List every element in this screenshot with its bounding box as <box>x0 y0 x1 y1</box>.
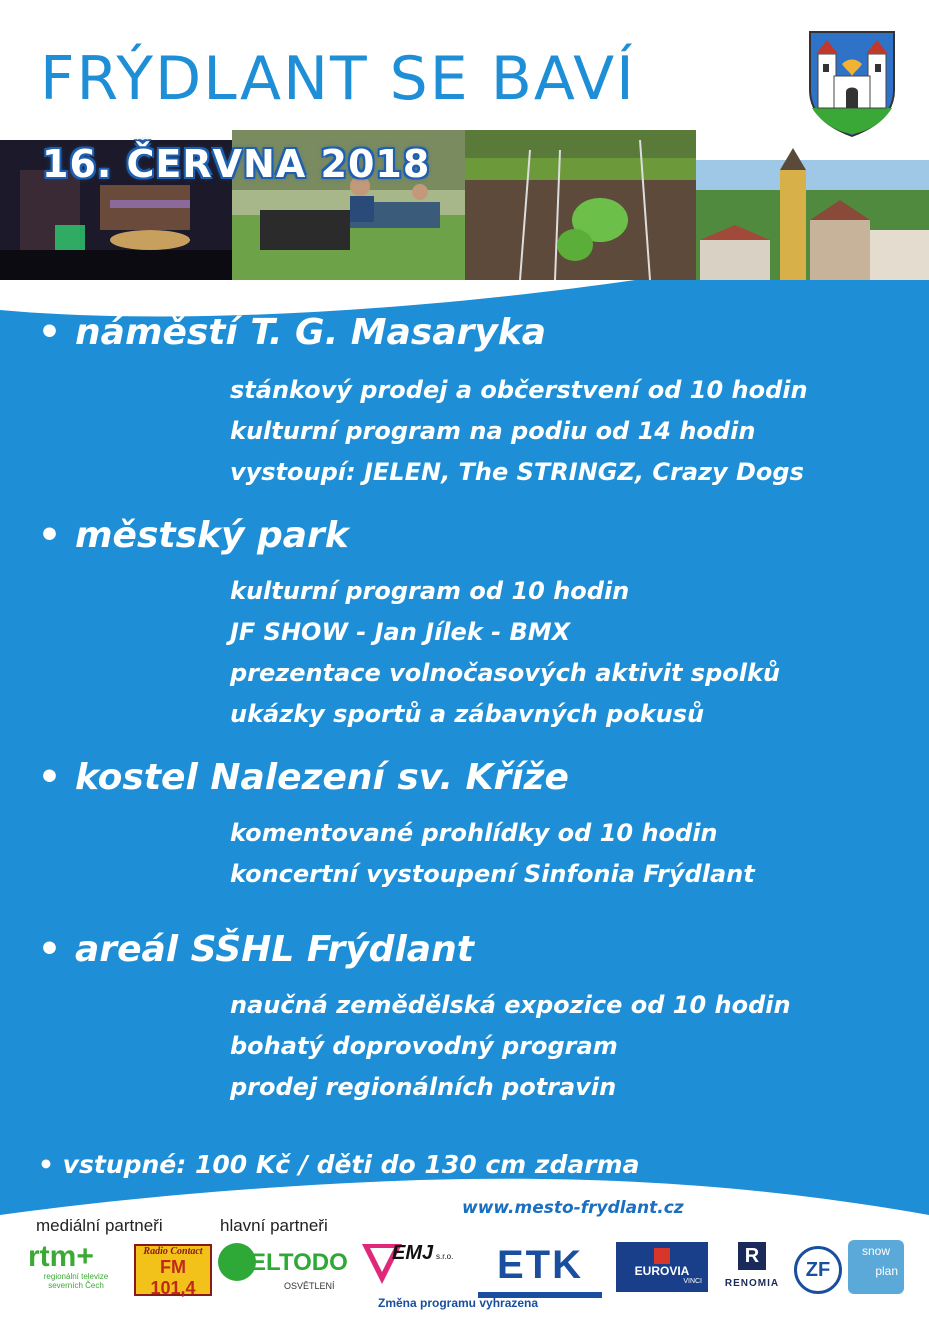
eltodo-logo-text: ELTODO <box>250 1249 348 1276</box>
entry-fee: • vstupné: 100 Kč / děti do 130 cm zdarma <box>38 1150 640 1179</box>
section-namesti <box>38 312 546 353</box>
section-park <box>38 515 349 556</box>
detail-line: naučná zemědělská expozice od 10 hodin <box>230 991 791 1019</box>
program-change-notice: Změna programu vyhrazena <box>378 1296 539 1310</box>
section-details <box>230 370 808 493</box>
renomia-logo <box>716 1242 788 1296</box>
detail-line: komentované prohlídky od 10 hodin <box>230 819 718 847</box>
detail-line: JF SHOW - Jan Jílek - BMX <box>230 618 571 646</box>
radio-contact-logo <box>134 1244 212 1296</box>
renomia-r-icon: R <box>738 1242 766 1270</box>
bullet: • <box>38 515 62 556</box>
media-partners-label: mediální partneři <box>36 1216 163 1235</box>
rtm-logo-text: rtm+ <box>28 1240 94 1273</box>
coat-of-arms-icon <box>808 30 896 138</box>
detail-line: kulturní program na podiu od 14 hodin <box>230 417 756 445</box>
section-heading: kostel Nalezení sv. Kříže <box>75 757 569 798</box>
eurovia-logo-text: EUROVIA <box>634 1264 690 1278</box>
emj-logo-text: EMJ <box>392 1242 434 1264</box>
etk-logo-text: ETK <box>497 1243 583 1287</box>
bullet: • <box>38 929 62 970</box>
main-partners-label: hlavní partneři <box>220 1216 328 1235</box>
eurovia-logo <box>616 1242 708 1292</box>
bullet: • <box>38 757 62 798</box>
section-details <box>230 571 780 735</box>
radio-logo-text: Radio Contact <box>143 1246 203 1257</box>
section-heading: areál SŠHL Frýdlant <box>75 929 474 970</box>
section-sshl <box>38 929 474 970</box>
zf-logo <box>794 1246 842 1294</box>
emj-logo <box>362 1240 472 1290</box>
snowplan-logo-text: snow <box>861 1244 890 1258</box>
snowplan-logo-text: plan <box>875 1264 898 1278</box>
detail-line: prezentace volnočasových aktivit spolků <box>230 659 781 687</box>
etk-logo <box>478 1242 602 1298</box>
renomia-logo-text: RENOMIA <box>724 1278 780 1289</box>
section-details <box>230 985 791 1108</box>
detail-line: stánkový prodej a občerstvení od 10 hodin <box>230 376 808 404</box>
emj-logo-subtitle: s.r.o. <box>436 1252 454 1261</box>
town-photo <box>696 148 929 280</box>
rtm-logo-subtitle: regionální televize <box>43 1272 109 1281</box>
bullet: • <box>38 312 62 353</box>
website-link[interactable]: www.mesto-frydlant.cz <box>462 1198 684 1218</box>
section-heading: náměstí T. G. Masaryka <box>75 312 547 353</box>
detail-line: prodej regionálních potravin <box>230 1073 617 1101</box>
rtm-logo-subtitle: severních Čech <box>48 1281 104 1290</box>
detail-line: kulturní program od 10 hodin <box>230 577 630 605</box>
section-heading: městský park <box>75 515 349 556</box>
eurovia-icon <box>654 1248 670 1264</box>
eltodo-logo <box>218 1243 358 1295</box>
page-title: FRÝDLANT SE BAVÍ <box>40 44 636 114</box>
detail-line: ukázky sportů a zábavných pokusů <box>230 700 705 728</box>
detail-line: vystoupí: JELEN, The STRINGZ, Crazy Dogs <box>230 458 804 486</box>
detail-line: koncertní vystoupení Sinfonia Frýdlant <box>230 860 755 888</box>
rtm-logo <box>28 1242 128 1298</box>
event-date: 16. ČERVNA 2018 <box>42 142 431 186</box>
section-details <box>230 813 755 895</box>
section-kostel <box>38 757 569 798</box>
detail-line: bohatý doprovodný program <box>230 1032 618 1060</box>
vineyard-photo <box>465 130 696 280</box>
zf-logo-text: ZF <box>805 1259 831 1281</box>
eltodo-logo-subtitle: OSVĚTLENÍ <box>284 1281 335 1291</box>
eurovia-logo-subtitle: VINCI <box>683 1278 702 1285</box>
radio-logo-fm: FM 101,4 <box>150 1257 196 1298</box>
snowplan-logo <box>848 1240 904 1294</box>
